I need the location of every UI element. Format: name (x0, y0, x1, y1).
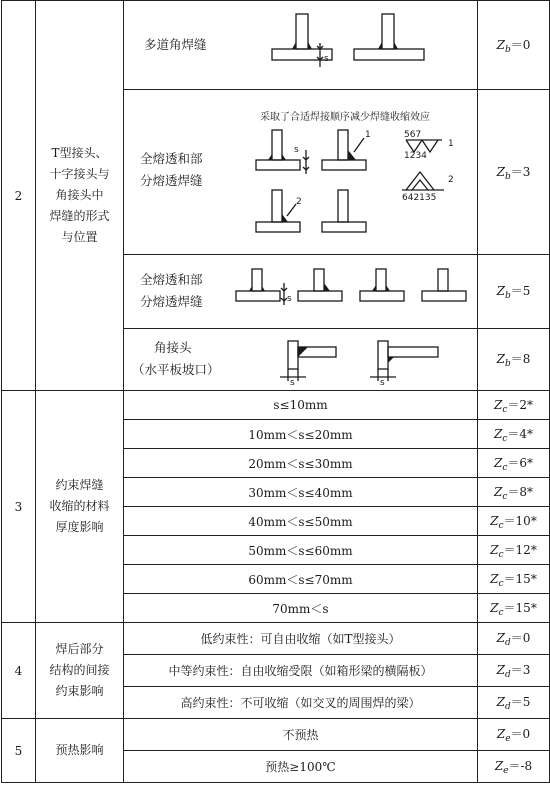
zb-value: $Z_b=0$ (478, 1, 550, 90)
zc-value: $Z_c=15*$ (478, 594, 550, 623)
row-number: 3 (2, 391, 36, 623)
thickness-symbol: s (324, 54, 329, 64)
sequence-numbers: 642135 (402, 193, 437, 203)
zb-value: $Z_b=5$ (478, 255, 550, 329)
restraint-description: 高约束性：不可收缩（如交叉的周围焊的梁） (124, 687, 478, 719)
sequence-numbers: 1234 (404, 151, 427, 161)
joint-label: 全熔透和部 (140, 151, 203, 166)
thickness-range: 30mm＜s≤40mm (124, 478, 478, 507)
table-row (2, 391, 550, 420)
category-line: 厚度影响 (55, 520, 104, 534)
category-line: 预热影响 (55, 743, 104, 757)
zd-value: $Z_d=5$ (478, 687, 550, 719)
thickness-range: 40mm＜s≤50mm (124, 507, 478, 536)
sequence-note: 采取了合适焊接顺序减少焊缝收缩效应 (260, 112, 430, 123)
weld-factor-table (1, 0, 550, 783)
zd-value: $Z_d=0$ (478, 623, 550, 655)
restraint-description: 中等约束性：自由收缩受限（如箱形梁的横隔板） (124, 655, 478, 687)
sequence-label: 2 (448, 175, 454, 185)
sequence-numbers: 567 (404, 130, 422, 140)
category-line: 约束焊缝 (55, 478, 104, 492)
thickness-range: 20mm＜s≤30mm (124, 449, 478, 478)
description-cell (124, 90, 478, 255)
thickness-range: 10mm＜s≤20mm (124, 420, 478, 449)
zb-value: $Z_b=3$ (478, 90, 550, 255)
joint-label: 角接头 (154, 340, 192, 355)
zc-value: $Z_c=15*$ (478, 565, 550, 594)
description-cell (124, 1, 478, 90)
category-line: 约束影响 (55, 684, 104, 698)
ze-value: $Z_e=-8$ (478, 751, 550, 783)
zc-value: $Z_c=4*$ (478, 420, 550, 449)
zc-value: $Z_c=8*$ (478, 478, 550, 507)
category-line: 角接头中 (55, 188, 104, 202)
thickness-range: 60mm＜s≤70mm (124, 565, 478, 594)
category-line: 与位置 (61, 230, 98, 244)
multi-pass-fillet-figure (264, 11, 474, 81)
category-line: 结构的间接 (49, 663, 110, 677)
thickness-range: 70mm＜s (124, 594, 478, 623)
ze-value: $Z_e=0$ (478, 719, 550, 751)
zc-value: $Z_c=12*$ (478, 536, 550, 565)
zc-value: $Z_c=10*$ (478, 507, 550, 536)
row-number: 4 (2, 623, 36, 719)
description-cell (124, 255, 478, 329)
zb-value: $Z_b=8$ (478, 329, 550, 391)
category-line: 焊缝的形式 (49, 209, 110, 223)
thickness-range: s≤10mm (124, 391, 478, 420)
thickness-symbol: s (287, 294, 292, 304)
category-label (36, 719, 124, 783)
table-row (2, 623, 550, 655)
table-row (2, 719, 550, 751)
preheat-description: 不预热 (124, 719, 478, 751)
category-line: T型接头、 (51, 146, 108, 160)
preheat-description: 预热≥100℃ (124, 751, 478, 783)
joint-label: 多道角焊缝 (144, 37, 207, 52)
description-cell (124, 329, 478, 391)
category-line: 焊后部分 (55, 642, 104, 656)
zd-value: $Z_d=3$ (478, 655, 550, 687)
row-number: 5 (2, 719, 36, 783)
category-line: 十字接头与 (49, 167, 110, 181)
thickness-symbol: s (380, 378, 385, 388)
zc-value: $Z_c=6*$ (478, 449, 550, 478)
joint-label: 分熔透焊缝 (140, 294, 203, 309)
category-label (36, 391, 124, 623)
thickness-symbol: s (294, 145, 299, 155)
pass-number: 2 (296, 197, 302, 207)
full-partial-penetration-figure (234, 265, 474, 321)
category-label (36, 1, 124, 391)
restraint-description: 低约束性：可自由收缩（如T型接头） (124, 623, 478, 655)
category-label (36, 623, 124, 719)
row-number: 2 (2, 1, 36, 391)
thickness-symbol: s (290, 378, 295, 388)
row-2a (2, 1, 550, 90)
full-partial-penetration-figure (254, 124, 474, 244)
joint-label: 全熔透和部 (140, 272, 203, 287)
joint-label: 分熔透焊缝 (140, 173, 203, 188)
pass-number: 1 (365, 130, 371, 140)
category-line: 收缩的材料 (49, 499, 110, 513)
thickness-range: 50mm＜s≤60mm (124, 536, 478, 565)
zc-value: $Z_c=2*$ (478, 391, 550, 420)
sequence-label: 1 (448, 139, 454, 149)
joint-label: （水平板坡口） (132, 362, 220, 377)
corner-joint-figure (274, 337, 464, 387)
